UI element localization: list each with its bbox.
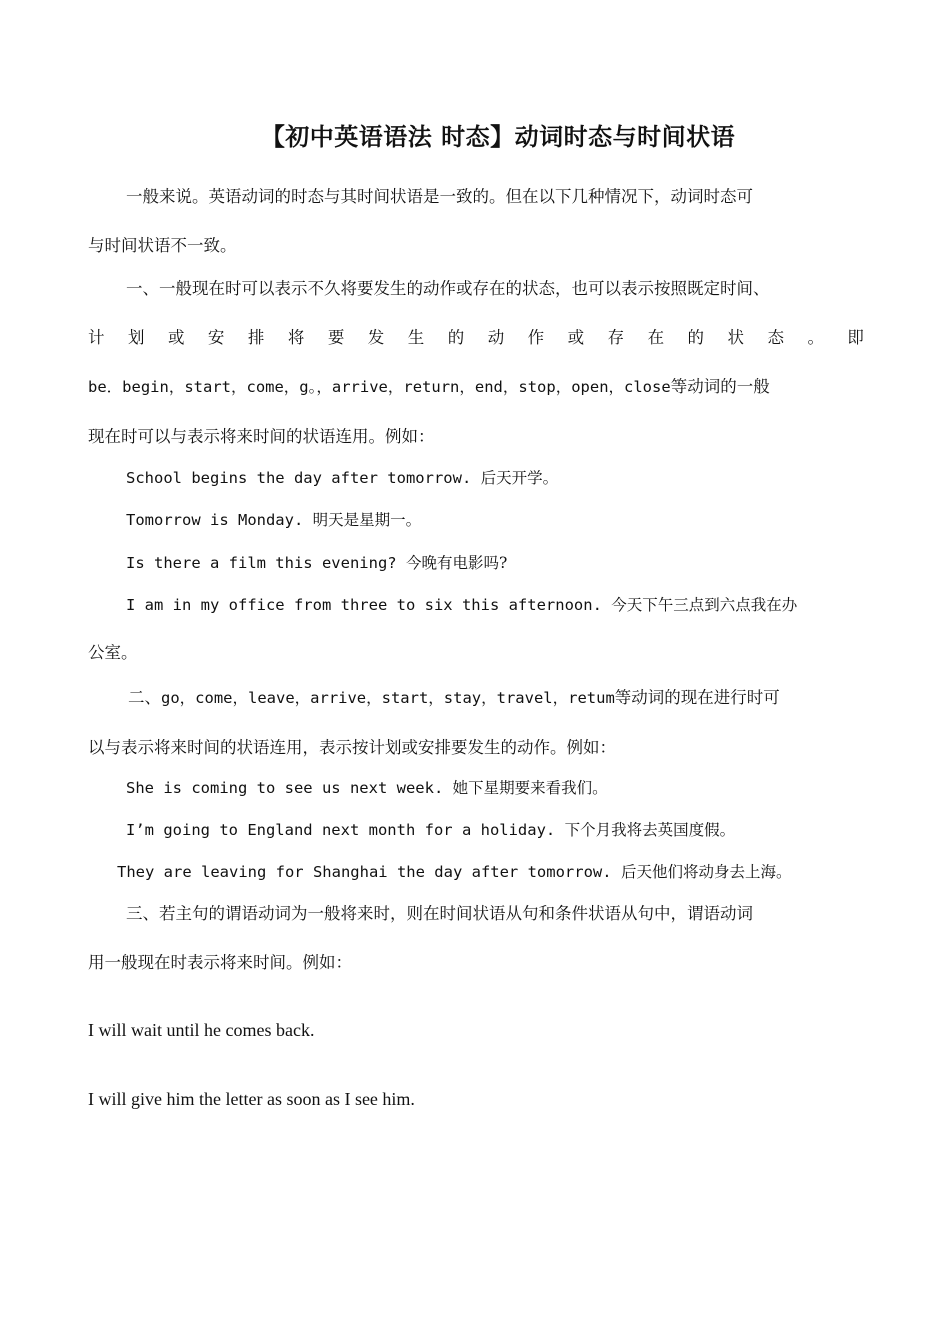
spread-char: 。 — [807, 328, 824, 347]
spread-char: 态 — [767, 328, 784, 347]
spread-char: 动 — [487, 328, 505, 347]
spread-char: 发 — [367, 328, 385, 347]
section-2-prefix: 二、 — [128, 688, 161, 707]
example-3-2: I will give him the letter as soon as I see him. — [88, 1089, 415, 1109]
example-cn: 后天他们将动身去上海。 — [620, 863, 792, 881]
section-2-line-1-tail: 等动词的现在进行时可 — [614, 688, 780, 707]
example-cn: 下个月我将去英国度假。 — [564, 821, 736, 839]
spread-char: 的 — [447, 328, 465, 347]
section-1-line-4: 现在时可以与表示将来时间的状语连用。例如： — [88, 427, 435, 446]
spread-char: 或 — [167, 328, 185, 347]
spread-char: 划 — [127, 328, 145, 347]
example-cn: 她下星期要来看我们。 — [452, 779, 608, 797]
intro-line-2: 与时间状语不一致。 — [88, 236, 237, 255]
example-en: Is there a film this evening? — [126, 554, 397, 572]
section-1-line-1: 一、一般现在时可以表示不久将要发生的动作或存在的状态，也可以表示按照既定时间、 — [126, 279, 770, 298]
spread-char: 在 — [647, 328, 665, 347]
spread-char: 生 — [407, 328, 425, 347]
example-en: School begins the day after tomorrow. — [126, 469, 472, 487]
spread-char: 即 — [847, 328, 864, 347]
example-en: I am in my office from three to six this afternoon. — [126, 596, 602, 614]
intro-line-1: 一般来说。英语动词的时态与其时间状语是一致的。但在以下几种情况下，动词时态可 — [126, 187, 753, 206]
page-title: 【初中英语语法 时态】动词时态与时间状语 — [260, 123, 736, 151]
spread-char: 作 — [527, 328, 545, 347]
section-1-verb-list: be．begin，start，come，g。，arrive，return，end，stop，open，close — [88, 378, 671, 396]
example-2-2 — [126, 815, 735, 845]
section-1-line-3 — [88, 362, 864, 412]
example-en: Tomorrow is Monday. — [126, 511, 304, 529]
section-1-line-3-tail: 等动词的一般 — [670, 377, 770, 396]
section-2-paragraph — [88, 673, 864, 772]
spread-char: 或 — [567, 328, 585, 347]
example-3-1: I will wait until he comes back. — [88, 1020, 315, 1040]
example-1-2 — [126, 505, 421, 535]
section-2-line-2: 以与表示将来时间的状语连用，表示按计划或安排要发生的动作。例如： — [88, 738, 616, 757]
example-2-3 — [117, 857, 791, 887]
spread-char: 安 — [207, 328, 225, 347]
section-2-line-1 — [88, 673, 864, 723]
spread-char: 状 — [727, 328, 744, 347]
example-en: They are leaving for Shanghai the day after tomorrow. — [117, 863, 612, 881]
section-3-line-2: 用一般现在时表示将来时间。例如： — [88, 953, 352, 972]
spread-char: 将 — [287, 328, 305, 347]
example-cn: 明天是星期一。 — [312, 511, 422, 529]
spread-char: 要 — [327, 328, 345, 347]
section-1-paragraph — [88, 264, 864, 461]
spread-char: 计 — [88, 328, 105, 347]
example-cn: 后天开学。 — [480, 469, 559, 487]
section-2-verb-list: go，come，leave，arrive，start，stay，travel，retum — [161, 689, 615, 707]
section-3-paragraph — [88, 889, 864, 987]
example-1-4-continued: 公室。 — [88, 643, 138, 662]
example-cn: 今天下午三点到六点我在办 — [611, 596, 798, 614]
spread-char: 排 — [247, 328, 265, 347]
example-2-1 — [126, 773, 608, 803]
spread-char: 的 — [687, 328, 705, 347]
example-1-4 — [126, 590, 797, 620]
section-3-line-1: 三、若主句的谓语动词为一般将来时，则在时间状语从句和条件状语从句中，谓语动词 — [126, 904, 753, 923]
example-1-1 — [126, 463, 558, 493]
example-1-3 — [126, 548, 507, 578]
intro-paragraph — [88, 172, 864, 270]
example-cn: 今晚有电影吗? — [405, 554, 508, 572]
section-1-line-2 — [88, 313, 864, 362]
example-en: I’m going to England next month for a holiday. — [126, 821, 556, 839]
example-en: She is coming to see us next week. — [126, 779, 444, 797]
spread-char: 存 — [607, 328, 625, 347]
